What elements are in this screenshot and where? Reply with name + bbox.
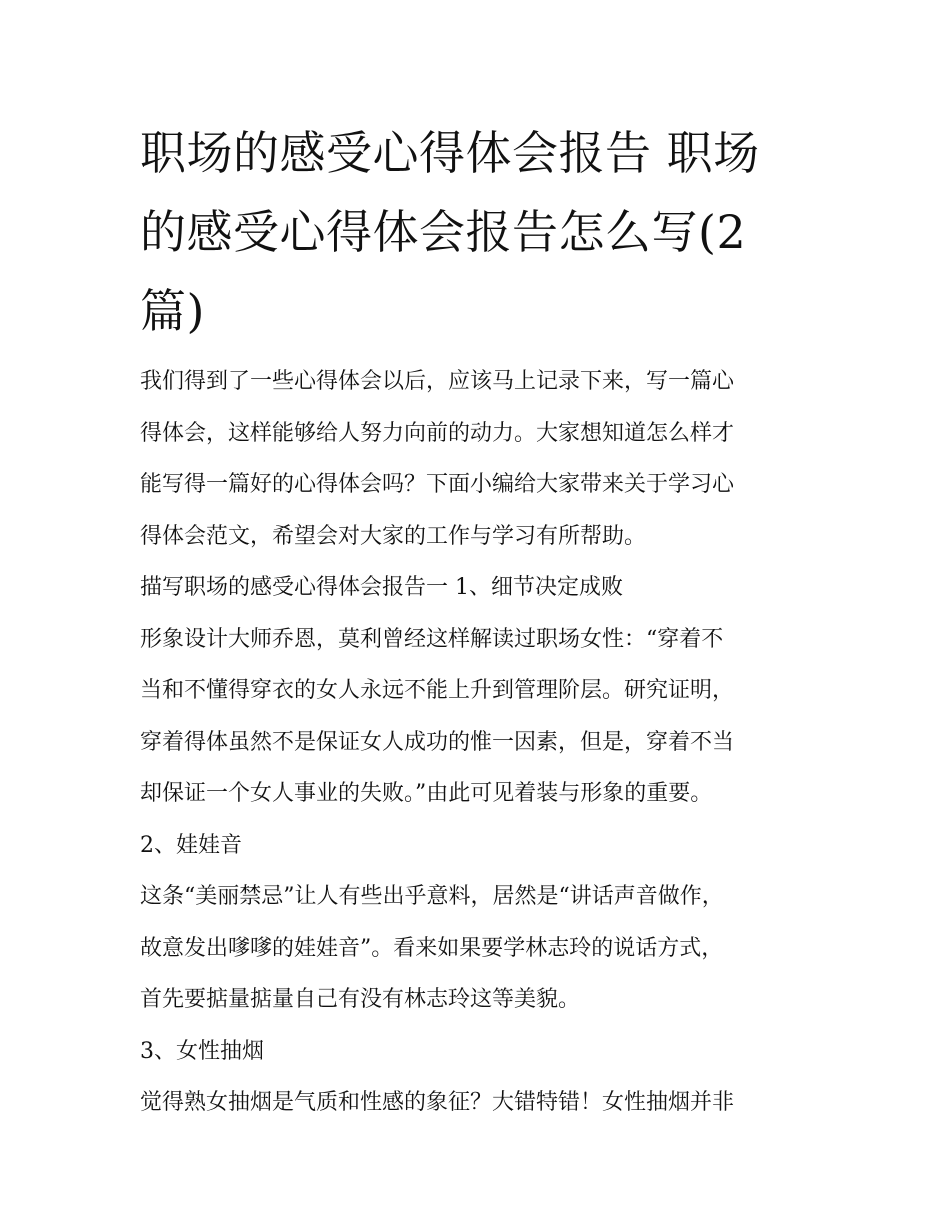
body-line: 觉得熟女抽烟是气质和性感的象征？大错特错！女性抽烟并非 [140,1090,735,1115]
body-line: 穿着得体虽然不是保证女人成功的惟一因素，但是，穿着不当 [140,729,735,755]
body-line: 形象设计大师乔恩，莫利曾经这样解读过职场女性：“穿着不 [140,626,724,652]
body-line: 这条“美丽禁忌”让人有些出乎意料，居然是“讲话声音做作， [140,884,724,909]
body-line: 却保证一个女人事业的失败。”由此可见着装与形象的重要。 [140,781,713,806]
body-line: 故意发出嗲嗲的娃娃音”。看来如果要学林志玲的说话方式， [140,935,724,961]
title-line: 的感受心得体会报告怎么写(2 [140,205,747,259]
title-line: 篇) [140,284,205,338]
body-line: 当和不懂得穿衣的女人永远不能上升到管理阶层。研究证明， [140,678,735,703]
body-line: 首先要掂量掂量自己有没有林志玲这等美貌。 [140,987,581,1012]
section-heading: 3、女性抽烟 [140,1038,264,1064]
title-line: 职场的感受心得体会报告 职场 [140,126,760,180]
body-line: 我们得到了一些心得体会以后，应该马上记录下来，写一篇心 [140,369,735,394]
body-line: 得体会范文，希望会对大家的工作与学习有所帮助。 [140,523,647,549]
document-body [140,356,820,1129]
section-heading: 2、娃娃音 [140,832,242,858]
body-line: 得体会，这样能够给人努力向前的动力。大家想知道怎么样才 [140,420,735,446]
document-title [140,114,820,351]
body-line: 能写得一篇好的心得体会吗？下面小编给大家带来关于学习心 [140,472,735,497]
section-heading: 描写职场的感受心得体会报告一 1、细节决定成败 [140,575,623,600]
